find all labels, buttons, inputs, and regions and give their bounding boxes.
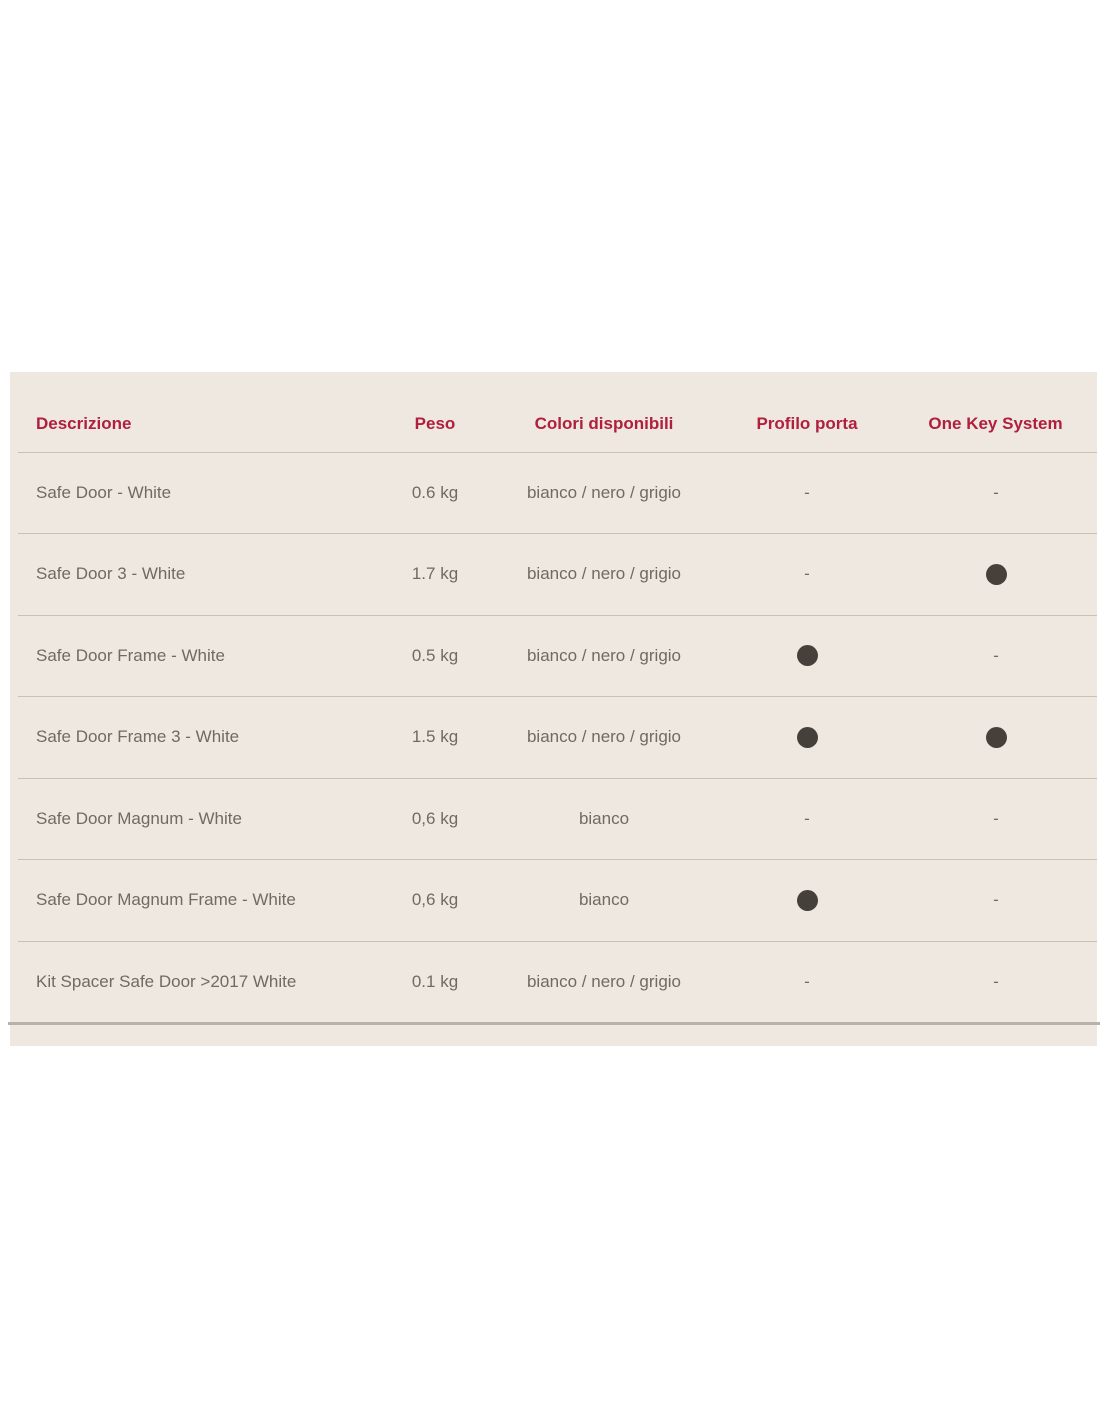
cell-descrizione: Safe Door Frame - White bbox=[18, 615, 370, 697]
cell-peso: 0,6 kg bbox=[370, 860, 500, 942]
cell-one-key-system bbox=[906, 697, 1097, 779]
table-row bbox=[18, 941, 1097, 1023]
cell-colori: bianco / nero / grigio bbox=[500, 697, 708, 779]
product-spec-panel bbox=[10, 372, 1097, 1046]
dot-indicator bbox=[986, 564, 1007, 585]
cell-peso: 1.7 kg bbox=[370, 534, 500, 616]
table-body bbox=[18, 452, 1097, 1023]
cell-colori: bianco / nero / grigio bbox=[526, 972, 682, 991]
cell-peso: 0,6 kg bbox=[370, 778, 500, 860]
cell-descrizione: Safe Door Magnum - White bbox=[18, 778, 370, 860]
cell-profilo-porta bbox=[708, 697, 906, 779]
cell-peso: 1.5 kg bbox=[370, 697, 500, 779]
table-bottom-border bbox=[8, 1022, 1100, 1025]
table-row bbox=[18, 615, 1097, 697]
table-header-row bbox=[18, 372, 1097, 452]
column-header-colori: Colori disponibili bbox=[500, 372, 708, 452]
cell-one-key-system: - bbox=[906, 778, 1097, 860]
column-header-peso: Peso bbox=[370, 372, 500, 452]
cell-descrizione: Safe Door 3 - White bbox=[18, 534, 370, 616]
cell-peso: 0.6 kg bbox=[370, 452, 500, 534]
column-header-descrizione: Descrizione bbox=[18, 372, 370, 452]
cell-profilo-porta: - bbox=[708, 534, 906, 616]
product-spec-table bbox=[18, 372, 1097, 1023]
cell-profilo-porta: - bbox=[708, 452, 906, 534]
cell-one-key-system: - bbox=[993, 972, 999, 991]
cell-colori: bianco bbox=[500, 778, 708, 860]
cell-colori: bianco / nero / grigio bbox=[500, 615, 708, 697]
cell-colori: bianco / nero / grigio bbox=[500, 452, 708, 534]
cell-profilo-porta: - bbox=[708, 778, 906, 860]
column-header-profilo-porta: Profilo porta bbox=[708, 372, 906, 452]
cell-colori: bianco bbox=[500, 860, 708, 942]
cell-descrizione: Safe Door - White bbox=[18, 452, 370, 534]
table-row bbox=[18, 534, 1097, 616]
cell-profilo-porta bbox=[708, 615, 906, 697]
table-row bbox=[18, 697, 1097, 779]
cell-descrizione: Safe Door Frame 3 - White bbox=[18, 697, 370, 779]
cell-one-key-system bbox=[906, 534, 1097, 616]
cell-one-key-system: - bbox=[906, 452, 1097, 534]
cell-one-key-system: - bbox=[906, 615, 1097, 697]
cell-descrizione: Kit Spacer Safe Door >2017 White bbox=[36, 972, 297, 991]
table-row bbox=[18, 778, 1097, 860]
dot-indicator bbox=[797, 727, 818, 748]
cell-peso: 0.1 kg bbox=[411, 972, 459, 991]
dot-indicator bbox=[986, 727, 1007, 748]
dot-indicator bbox=[797, 890, 818, 911]
table-row bbox=[18, 860, 1097, 942]
cell-one-key-system: - bbox=[906, 860, 1097, 942]
cell-colori: bianco / nero / grigio bbox=[500, 534, 708, 616]
cell-profilo-porta: - bbox=[804, 972, 810, 991]
cell-peso: 0.5 kg bbox=[370, 615, 500, 697]
cell-descrizione: Safe Door Magnum Frame - White bbox=[18, 860, 370, 942]
dot-indicator bbox=[797, 645, 818, 666]
table-row bbox=[18, 452, 1097, 534]
cell-profilo-porta bbox=[708, 860, 906, 942]
column-header-one-key-system: One Key System bbox=[906, 372, 1097, 452]
